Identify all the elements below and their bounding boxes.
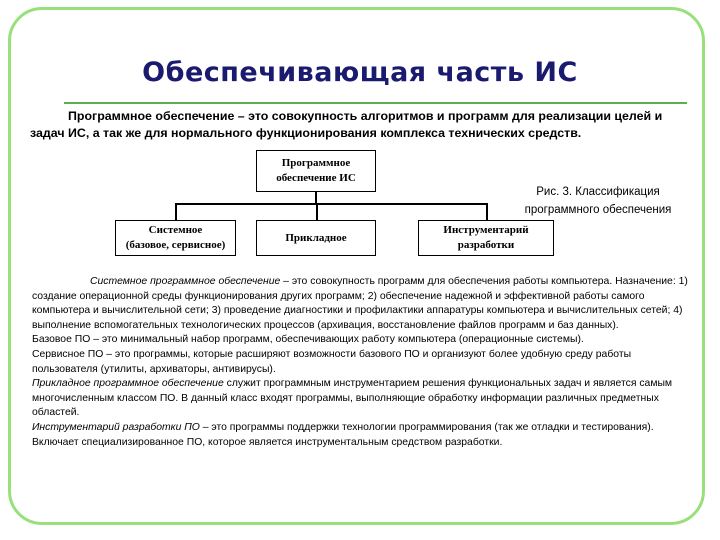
intro-paragraph [30, 108, 695, 142]
term-system-software: Системное программное обеспечение [90, 276, 281, 287]
applied-software-text: служит программным инструментарием решения функциональных задач и является самым многочисленным классом ПО. В данный класс входят программы, выполняющие обработку информации различных предметных областей. [32, 378, 673, 419]
dev-tools-text: – это программы поддержки технологии программирования (так же отладки и тестирования). Включает специализированное ПО, которое является инструментальным средством разработки. [32, 421, 654, 448]
caption-line2: программного обеспечения [524, 204, 672, 216]
title-underline [64, 102, 687, 104]
figure-caption [488, 183, 708, 219]
connector-middle [316, 203, 318, 220]
body-text [32, 275, 697, 450]
diagram-box-system [115, 220, 236, 256]
paragraph-service-software: Сервисное ПО – это программы, которые расширяют возможности базового ПО и организуют более удобную среду работы пользователя (утилиты, архиваторы, антивирусы). [32, 348, 632, 375]
paragraph-applied-software [32, 377, 697, 421]
term-dev-tools: Инструментарий разработки ПО [32, 421, 200, 433]
tools-line1: Инструментарий [443, 224, 529, 236]
root-line2: обеспечение ИС [276, 172, 356, 184]
diagram-root-box [256, 150, 376, 192]
paragraph-dev-tools [32, 421, 697, 450]
paragraph-base-software: Базовое ПО – это минимальный набор программ, обеспечивающих работу компьютера (операционные системы). [32, 334, 584, 346]
system-software-text: – это совокупность программ для обеспечения работы компьютера. Назначение: 1) создание операционной среды функционирования других программ; 2) обеспечение надежной и эффективной работы самого компьютера и вычислительной сети; 3) проведение диагностики и профилактики аппаратуры компьютера и вычислительных сетей; 4) выполнение вспомогательных технологических процессов (архивация, восстановление файлов программ и баз данных). [32, 276, 688, 331]
system-line1: Системное [148, 224, 203, 236]
diagram-box-applied [256, 220, 376, 256]
intro-text: Программное обеспечение – это совокупность алгоритмов и программ для реализации целей и задач ИС, а так же для нормального функционирования комплекса технических средств. [30, 109, 663, 140]
connector-left [175, 203, 177, 220]
tools-line2: разработки [457, 239, 515, 251]
term-applied-software: Прикладное программное обеспечение [32, 378, 224, 390]
system-line2: (базовое, сервисное) [125, 239, 226, 251]
applied-line1: Прикладное [285, 231, 347, 244]
connector-horizontal [175, 203, 487, 205]
paragraph-system-software [32, 275, 697, 333]
caption-line1: Рис. 3. Классификация [536, 186, 660, 198]
root-line1: Программное [281, 157, 351, 169]
diagram-box-tools [418, 220, 554, 256]
slide-title: Обеспечивающая часть ИС [142, 57, 578, 88]
